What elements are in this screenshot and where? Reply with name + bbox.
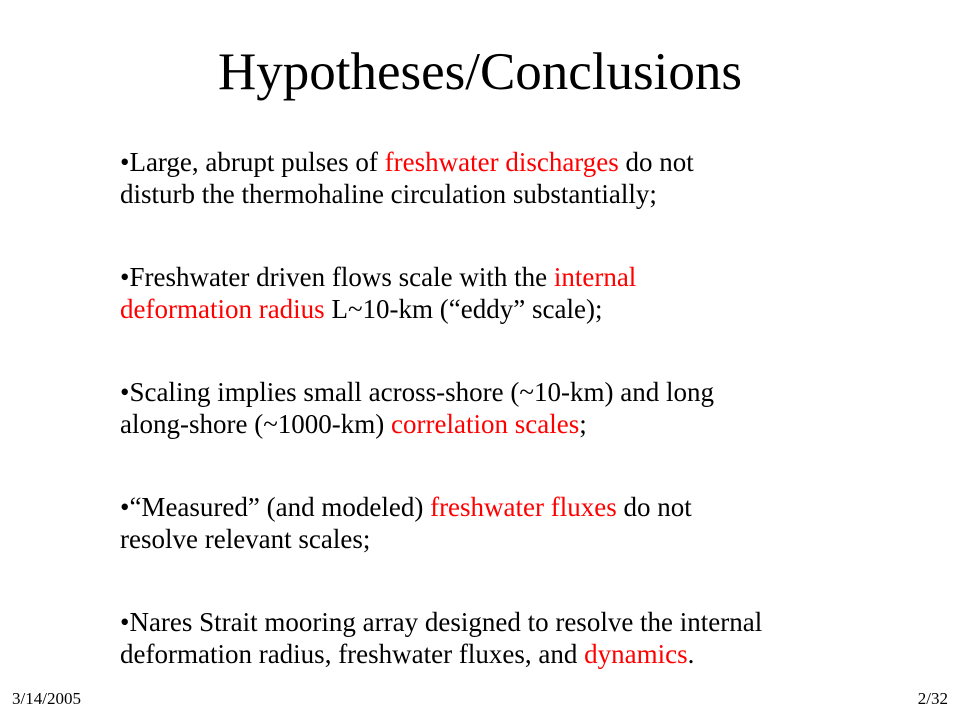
text-run: . [687, 639, 695, 669]
text-run: L~10-km (“eddy” scale); [324, 294, 603, 324]
bullet-line [120, 376, 910, 408]
highlighted-term: freshwater fluxes [430, 492, 617, 522]
bullet-line [120, 293, 910, 325]
text-run: •“Measured” (and modeled) [120, 492, 431, 522]
bullet-list [120, 146, 910, 721]
text-run: deformation radius, freshwater fluxes, and [120, 639, 585, 669]
bullet-line [120, 178, 910, 210]
text-run: •Large, abrupt pulses of [120, 147, 385, 177]
footer-page-number: 2/32 [917, 689, 948, 708]
bullet-line [120, 146, 910, 178]
bullet-item [120, 491, 910, 555]
footer-date: 3/14/2005 [12, 689, 81, 708]
bullet-item [120, 606, 910, 670]
text-run: ; [579, 409, 587, 439]
text-run: •Nares Strait mooring array designed to resolve the internal [120, 607, 763, 637]
bullet-item [120, 376, 910, 440]
slide-title: Hypotheses/Conclusions [217, 43, 743, 101]
highlighted-term: freshwater discharges [384, 147, 619, 177]
bullet-line [120, 408, 910, 440]
text-run: do not [616, 492, 692, 522]
bullet-line [120, 491, 910, 523]
text-run: do not [618, 147, 694, 177]
highlighted-term: dynamics [584, 639, 688, 669]
bullet-line [120, 523, 910, 555]
bullet-line [120, 261, 910, 293]
highlighted-term: internal [553, 262, 637, 292]
text-run: resolve relevant scales; [120, 524, 371, 554]
text-run: •Scaling implies small across-shore (~10-km) and long [120, 377, 714, 407]
highlighted-term: deformation radius [120, 294, 325, 324]
bullet-line [120, 606, 910, 638]
bullet-item [120, 261, 910, 325]
text-run: •Freshwater driven flows scale with the [120, 262, 554, 292]
bullet-line [120, 638, 910, 670]
highlighted-term: correlation scales [391, 409, 580, 439]
bullet-item [120, 146, 910, 210]
text-run: along-shore (~1000-km) [120, 409, 392, 439]
text-run: disturb the thermohaline circulation substantially; [120, 179, 657, 209]
